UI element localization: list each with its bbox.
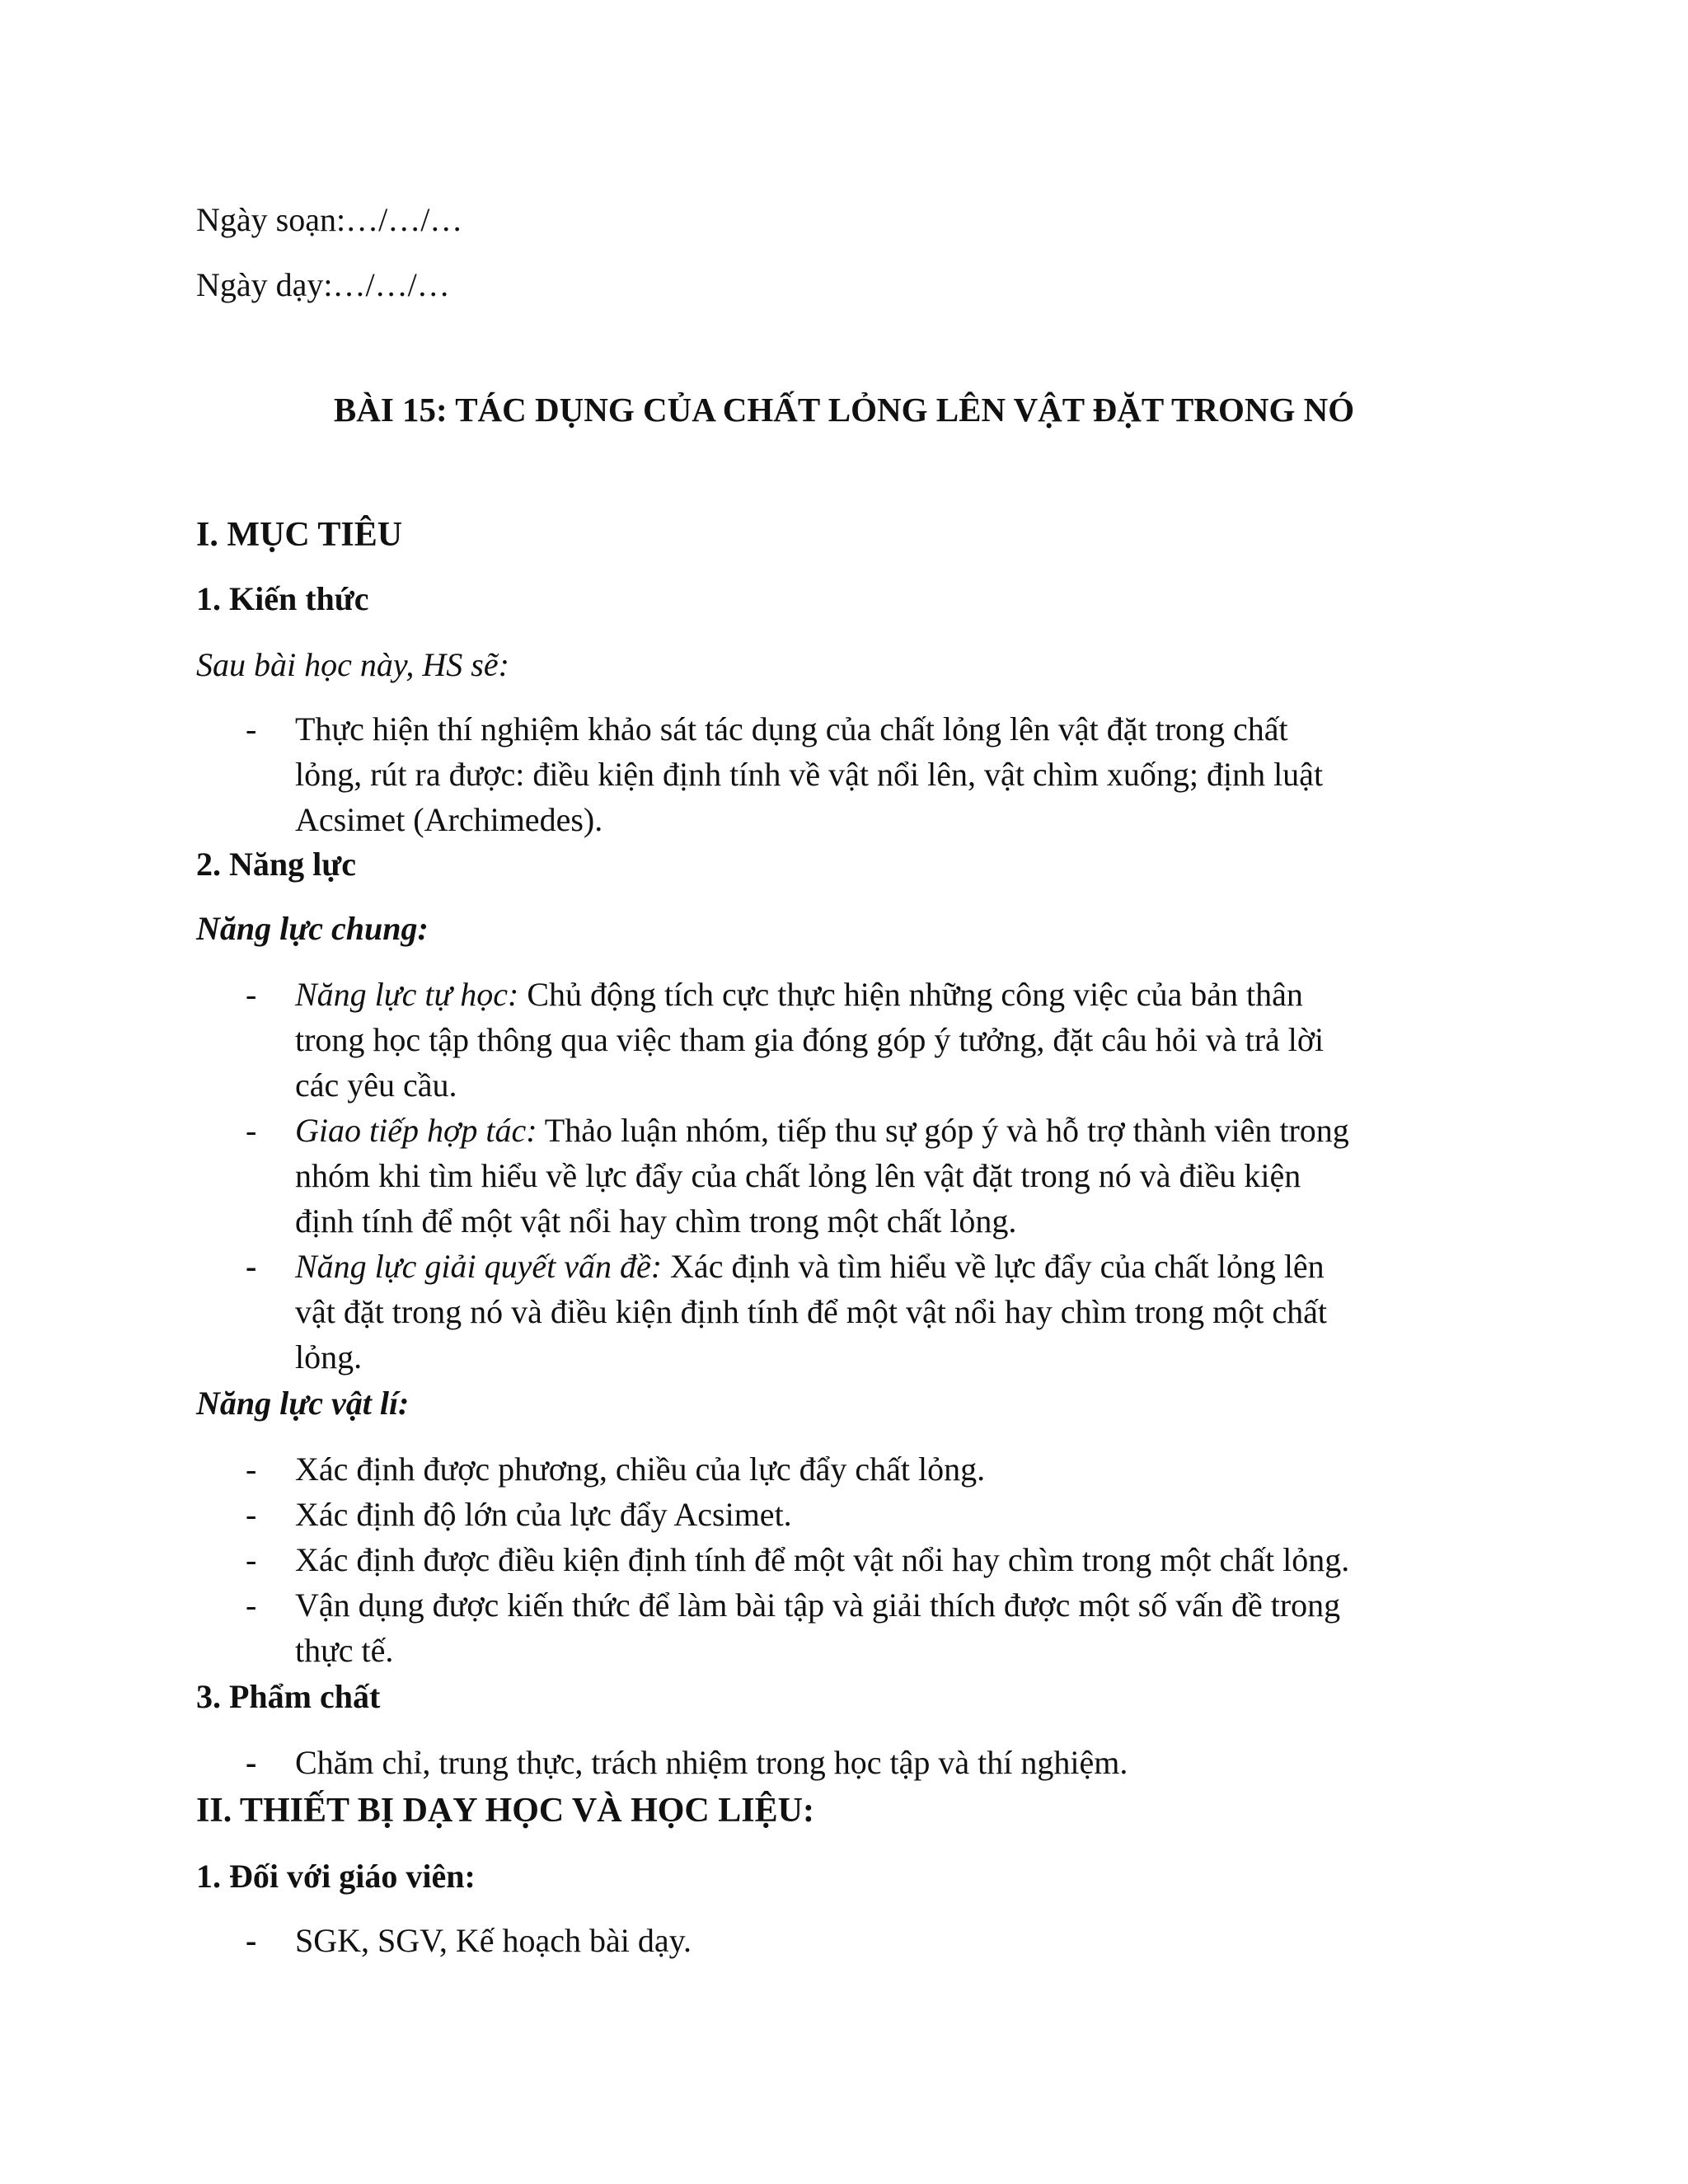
item-label: Năng lực giải quyết vấn đề: <box>295 1248 663 1285</box>
ngay-soan: Ngày soạn:…/…/… <box>196 201 463 238</box>
lesson-title: BÀI 15: TÁC DỤNG CỦA CHẤT LỎNG LÊN VẬT ĐẶT TRONG NÓ <box>333 391 1355 429</box>
bullet-line: Acsimet (Archimedes). <box>295 801 603 838</box>
bullet-line: trong học tập thông qua việc tham gia đóng góp ý tưởng, đặt câu hỏi và trả lời <box>295 1021 1325 1058</box>
bullet-line: vật đặt trong nó và điều kiện định tính để một vật nổi hay chìm trong một chất <box>295 1293 1327 1330</box>
bullet-line: SGK, SGV, Kế hoạch bài dạy. <box>295 1922 692 1959</box>
bullet-dash: - <box>246 976 257 1013</box>
ngay-day: Ngày dạy:…/…/… <box>196 266 450 303</box>
bullet-line: Xác định được điều kiện định tính để một vật nổi hay chìm trong một chất lỏng. <box>295 1541 1350 1578</box>
bullet-line <box>295 972 1303 1017</box>
section-2-heading: II. THIẾT BỊ DẠY HỌC VÀ HỌC LIỆU: <box>196 1792 814 1830</box>
bullet-line: lỏng, rút ra được: điều kiện định tính về vật nổi lên, vật chìm xuống; định luật <box>295 756 1324 793</box>
item-text: Chủ động tích cực thực hiện những công việc của bản thân <box>518 976 1303 1013</box>
item-text: Xác định và tìm hiểu về lực đẩy của chất lỏng lên <box>662 1248 1325 1285</box>
bullet-line: Xác định được phương, chiều của lực đẩy chất lỏng. <box>295 1451 986 1488</box>
nang-luc-vat-li-heading: Năng lực vật lí: <box>196 1385 410 1422</box>
bullet-line: Chăm chỉ, trung thực, trách nhiệm trong học tập và thí nghiệm. <box>295 1744 1128 1781</box>
bullet-line: Thực hiện thí nghiệm khảo sát tác dụng của chất lỏng lên vật đặt trong chất <box>295 710 1288 748</box>
item-text: Thảo luận nhóm, tiếp thu sự góp ý và hỗ trợ thành viên trong <box>537 1112 1349 1149</box>
bullet-line: lỏng. <box>295 1338 363 1376</box>
bullet-line: các yêu cầu. <box>295 1066 457 1104</box>
kien-thuc-heading: 1. Kiến thức <box>196 580 369 617</box>
bullet-dash: - <box>246 1744 257 1781</box>
section-1-heading: I. MỤC TIÊU <box>196 516 403 554</box>
bullet-line <box>295 1108 1349 1153</box>
bullet-dash: - <box>246 1451 257 1488</box>
bullet-dash: - <box>246 1112 257 1149</box>
bullet-line: nhóm khi tìm hiểu về lực đẩy của chất lỏng lên vật đặt trong nó và điều kiện <box>295 1157 1301 1194</box>
nang-luc-heading: 2. Năng lực <box>196 846 357 883</box>
item-label: Giao tiếp hợp tác: <box>295 1112 537 1149</box>
kien-thuc-intro: Sau bài học này, HS sẽ: <box>196 646 509 683</box>
bullet-line: Vận dụng được kiến thức để làm bài tập và giải thích được một số vấn đề trong <box>295 1586 1341 1624</box>
nang-luc-chung-heading: Năng lực chung: <box>196 910 429 947</box>
bullet-dash: - <box>246 1586 257 1624</box>
bullet-line: thực tế. <box>295 1632 394 1669</box>
bullet-line: Xác định độ lớn của lực đẩy Acsimet. <box>295 1496 792 1533</box>
giao-vien-heading: 1. Đối với giáo viên: <box>196 1858 476 1895</box>
bullet-dash: - <box>246 1248 257 1285</box>
bullet-dash: - <box>246 710 257 748</box>
bullet-dash: - <box>246 1541 257 1578</box>
bullet-line: định tính để một vật nổi hay chìm trong một chất lỏng. <box>295 1202 1017 1240</box>
bullet-dash: - <box>246 1496 257 1533</box>
bullet-line <box>295 1244 1325 1289</box>
pham-chat-heading: 3. Phẩm chất <box>196 1678 381 1715</box>
bullet-dash: - <box>246 1922 257 1959</box>
item-label: Năng lực tự học: <box>295 976 519 1013</box>
